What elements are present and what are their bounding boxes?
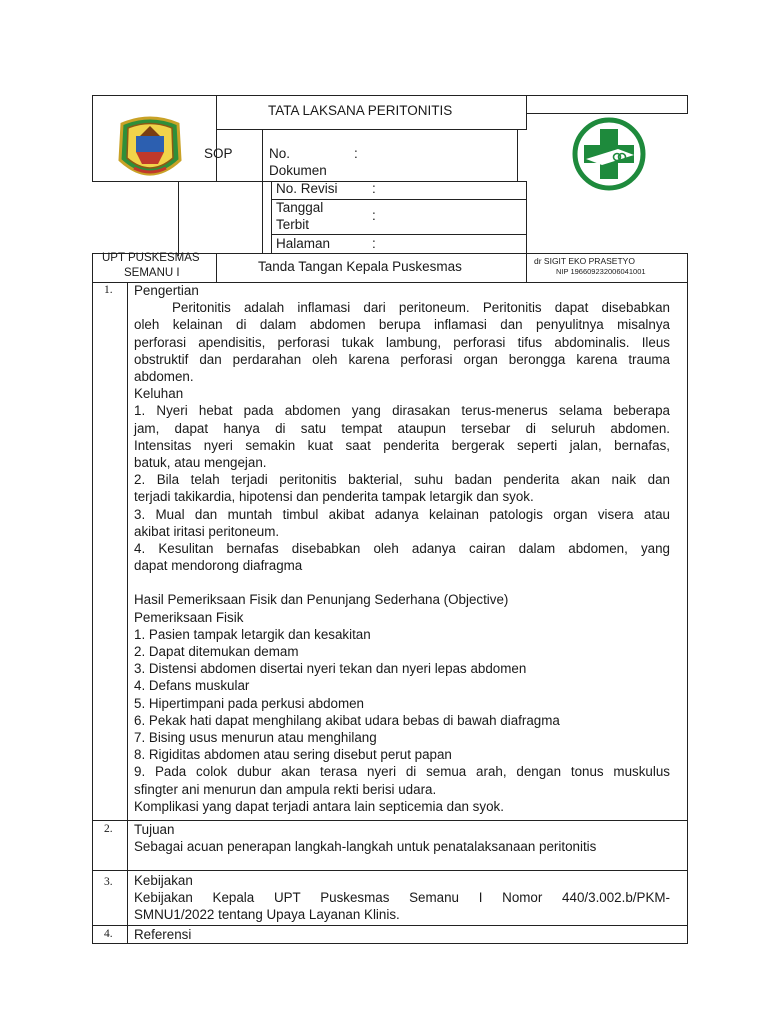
section-4-title: Referensi bbox=[134, 927, 192, 942]
section-4-number: 4. bbox=[104, 928, 113, 940]
header-top-line-left bbox=[92, 95, 526, 96]
section-3-title: Kebijakan bbox=[134, 873, 193, 888]
pemeriksaan-item: 5. Hipertimpani pada perkusi abdomen bbox=[134, 695, 365, 711]
kebijakan-line: SMNU1/2022 tentang Upaya Layanan Klinis. bbox=[134, 907, 400, 923]
keluhan-line: 1. Nyeri hebat pada abdomen yang dirasakan terus-menerus selama beberapa bbox=[134, 403, 670, 419]
section-1-content bbox=[134, 282, 670, 815]
no-revisi-colon: : bbox=[372, 181, 376, 196]
org-name-line2: SEMANU I bbox=[124, 267, 180, 279]
komplikasi-line: Komplikasi yang dapat terjadi antara lain septicemia dan syok. bbox=[134, 798, 504, 814]
body-number-divider bbox=[127, 282, 128, 944]
keluhan-line: terjadi takikardia, hipotensi dan penderita tampak letargik dan syok. bbox=[134, 489, 534, 505]
definition-line: Peritonitis adalah inflamasi dari peritoneum. Peritonitis dapat disebabkan bbox=[172, 300, 670, 316]
title-cell-left-line bbox=[216, 95, 217, 181]
section-3-content bbox=[134, 872, 670, 924]
keluhan-line: 3. Mual dan muntah timbul akibat adanya kelainan patologis organ visera atau bbox=[134, 506, 670, 522]
org-name-line1: UPT PUSKESMAS bbox=[102, 252, 200, 264]
keluhan-line: batuk, atau mengejan. bbox=[134, 455, 267, 471]
tanggal-terbit-colon: : bbox=[372, 208, 376, 223]
hasil-title: Hasil Pemeriksaan Fisik dan Penunjang Sederhana (Objective) bbox=[134, 592, 509, 608]
signature-label: Tanda Tangan Kepala Puskesmas bbox=[258, 259, 462, 274]
pemeriksaan-item: 7. Bising usus menurun atau menghilang bbox=[134, 730, 377, 746]
header-left-edge bbox=[92, 95, 93, 181]
regency-emblem-logo bbox=[114, 114, 186, 186]
signature-row-left bbox=[92, 253, 93, 282]
pemeriksaan-item: sfingter ani menurun dan ampula rekti berisi udara. bbox=[134, 781, 437, 797]
dokumen-inner-line bbox=[262, 181, 263, 253]
definition-line: oleh kelainan di dalam abdomen berupa inflamasi dan penyulitnya misalnya bbox=[134, 317, 670, 333]
definition-line: abdomen. bbox=[134, 369, 194, 385]
head-nip: NIP 196609232006041001 bbox=[556, 267, 646, 276]
pemeriksaan-item: 3. Distensi abdomen disertai nyeri tekan dan nyeri lepas abdomen bbox=[134, 661, 527, 677]
pemeriksaan-item: 1. Pasien tampak letargik dan kesakitan bbox=[134, 626, 371, 642]
sop-label: SOP bbox=[204, 146, 233, 161]
section-2-number: 2. bbox=[104, 823, 113, 835]
terbit-bottom-line bbox=[271, 234, 526, 235]
tanggal-terbit-label: Tanggal Terbit bbox=[276, 200, 324, 232]
no-revisi-label: No. Revisi bbox=[276, 181, 338, 196]
keluhan-line: dapat mendorong diafragma bbox=[134, 558, 303, 574]
revisi-left-line bbox=[271, 181, 272, 253]
title-cell-right-line bbox=[526, 95, 527, 130]
pemeriksaan-item: 8. Rigiditas abdomen atau sering disebut perut papan bbox=[134, 747, 452, 763]
signature-row-divider bbox=[216, 253, 217, 282]
keluhan-title: Keluhan bbox=[134, 386, 184, 402]
section-4-content bbox=[134, 926, 670, 943]
keluhan-line: jam, dapat hanya di satu tempat ataupun tersebar di seluruh abdomen. bbox=[134, 420, 670, 436]
kebijakan-line: Kebijakan Kepala UPT Puskesmas Semanu I Nomor 440/3.002.b/PKM- bbox=[134, 890, 670, 906]
signature-row-divider-2 bbox=[526, 253, 527, 282]
halaman-colon: : bbox=[372, 236, 376, 251]
no-dokumen-colon: : bbox=[354, 146, 358, 161]
pemeriksaan-item: 4. Defans muskular bbox=[134, 678, 250, 694]
halaman-label: Halaman bbox=[276, 236, 331, 251]
dokumen-cell-right-line bbox=[517, 129, 518, 181]
row-2-bottom bbox=[92, 870, 688, 871]
pemeriksaan-item: 2. Dapat ditemukan demam bbox=[134, 644, 299, 660]
definition-line: perforasi apendisitis, perforasi tukak lambung, perforasi tifus abdominalis. Ileus bbox=[134, 334, 670, 350]
keluhan-line: 4. Kesulitan bernafas disebabkan oleh adanya cairan dalam abdomen, yang bbox=[134, 541, 670, 557]
document-title: TATA LAKSANA PERITONITIS bbox=[268, 103, 453, 118]
header-top-line-right bbox=[526, 95, 688, 96]
section-2-content bbox=[134, 821, 670, 855]
head-name: dr SIGIT EKO PRASETYO bbox=[534, 256, 635, 266]
pemeriksaan-item: 6. Pekak hati dapat menghilang akibat udara bebas di bawah diafragma bbox=[134, 712, 560, 728]
section-1-number: 1. bbox=[104, 284, 113, 296]
section-2-title: Tujuan bbox=[134, 822, 175, 837]
header-right-line bbox=[526, 113, 688, 114]
keluhan-line: 2. Bila telah terjadi peritonitis bakterial, suhu badan penderita akan naik dan bbox=[134, 472, 670, 488]
revisi-right-line bbox=[526, 181, 527, 253]
keluhan-line: akibat iritasi peritoneum. bbox=[134, 523, 280, 539]
body-left-border bbox=[92, 282, 93, 944]
section-1-title: Pengertian bbox=[134, 283, 199, 298]
signature-row-right bbox=[687, 253, 688, 282]
sop-divider-line bbox=[178, 181, 179, 256]
body-right-border bbox=[687, 282, 688, 944]
dokumen-cell-left-line bbox=[262, 129, 263, 181]
header-right-edge bbox=[687, 95, 688, 113]
pemeriksaan-title: Pemeriksaan Fisik bbox=[134, 609, 244, 625]
keluhan-line: Intensitas nyeri semakin kuat saat penderita bergerak seperti jalan, bernafas, bbox=[134, 437, 670, 453]
puskesmas-logo bbox=[572, 117, 646, 191]
pemeriksaan-item: 9. Pada colok dubur akan terasa nyeri di semua arah, dengan tonus muskulus bbox=[134, 764, 670, 780]
definition-line: obstruktif dan perdarahan oleh karena perforasi organ berongga karena trauma bbox=[134, 351, 670, 367]
section-3-number: 3. bbox=[104, 876, 113, 888]
tujuan-text: Sebagai acuan penerapan langkah-langkah untuk penatalaksanaan peritonitis bbox=[134, 839, 597, 855]
no-dokumen-label: No. Dokumen bbox=[269, 146, 327, 178]
